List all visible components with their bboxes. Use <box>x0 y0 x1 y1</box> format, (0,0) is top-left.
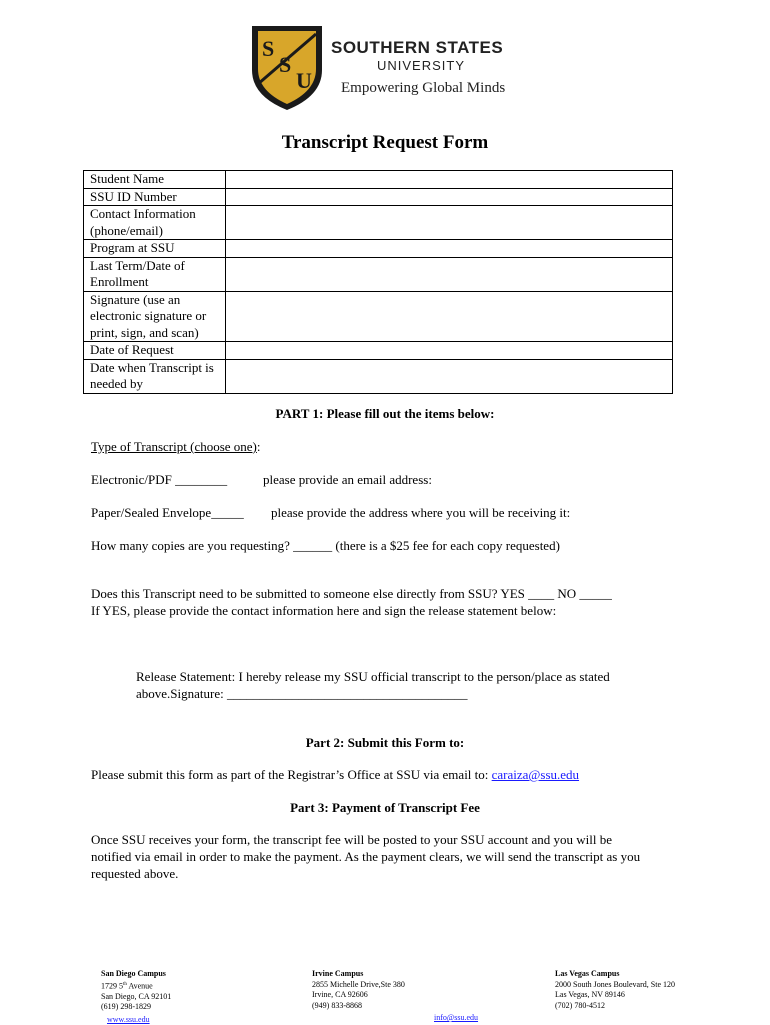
part2-heading: Part 2: Submit this Form to: <box>305 735 465 750</box>
direct-submission-question[interactable]: Does this Transcript need to be submitted to someone else directly from SSU? YES ____ NO _____ <box>91 586 612 601</box>
campus-address-line1: 2855 Michelle Drive,Ste 380 <box>312 979 405 989</box>
info-field-value[interactable] <box>226 359 673 393</box>
info-table-row <box>84 291 673 342</box>
campus-name: Las Vegas Campus <box>555 969 620 978</box>
info-field-label: SSU ID Number <box>84 188 226 206</box>
brand-name-line1: SOUTHERN STATES <box>331 38 504 57</box>
info-table-row <box>84 188 673 206</box>
paper-option[interactable]: Paper/Sealed Envelope_____ <box>91 505 244 520</box>
info-table-row <box>84 171 673 189</box>
student-info-table <box>83 170 673 394</box>
info-field-label: Date when Transcript is needed by <box>84 359 226 393</box>
part3-heading: Part 3: Payment of Transcript Fee <box>290 800 480 815</box>
footer-san-diego <box>101 969 281 1025</box>
info-field-value[interactable] <box>226 291 673 342</box>
info-email-link[interactable]: info@ssu.edu <box>434 1013 479 1022</box>
payment-text-line2: notified via email in order to make the payment. As the payment clears, we will send the transcript as you <box>91 849 641 864</box>
info-field-label: Student Name <box>84 171 226 189</box>
info-table-row <box>84 359 673 393</box>
brand-name-line2: UNIVERSITY <box>377 58 466 73</box>
info-field-value[interactable] <box>226 240 673 258</box>
campus-name: San Diego Campus <box>101 969 166 978</box>
info-field-value[interactable] <box>226 257 673 291</box>
paper-note: please provide the address where you will be receiving it: <box>271 505 571 520</box>
info-table-row <box>84 342 673 360</box>
info-table-row <box>84 240 673 258</box>
svg-text:U: U <box>296 68 312 93</box>
registrar-email-link[interactable]: caraiza@ssu.edu <box>491 767 580 782</box>
info-field-label: Signature (use an electronic signature or print, sign, and scan) <box>84 291 226 342</box>
submit-instruction: Please submit this form as part of the Registrar’s Office at SSU via email to: caraiza@ssu.edu <box>91 767 580 782</box>
svg-text:S: S <box>279 52 292 77</box>
campus-address-line1: 2000 South Jones Boulevard, Ste 120 <box>555 979 675 989</box>
campus-address-line1: 1729 5th Avenue <box>101 981 153 991</box>
transcript-type-label: Type of Transcript (choose one): <box>91 439 261 454</box>
svg-text:S: S <box>262 36 275 61</box>
release-statement-line1: Release Statement: I hereby release my SSU official transcript to the person/place as stated <box>136 669 610 684</box>
university-shield-logo <box>246 22 328 112</box>
info-field-label: Program at SSU <box>84 240 226 258</box>
campus-phone: (619) 298-1829 <box>101 1002 151 1012</box>
website-link[interactable]: www.ssu.edu <box>107 1014 150 1024</box>
info-table-row <box>84 257 673 291</box>
info-field-label: Last Term/Date of Enrollment <box>84 257 226 291</box>
campus-phone: (702) 780-4512 <box>555 1000 605 1010</box>
payment-text-line3: requested above. <box>91 866 179 881</box>
electronic-option[interactable]: Electronic/PDF ________ <box>91 472 228 487</box>
info-field-value[interactable] <box>226 206 673 240</box>
info-field-label: Date of Request <box>84 342 226 360</box>
campus-address-line2: Irvine, CA 92606 <box>312 990 368 999</box>
info-field-value[interactable] <box>226 342 673 360</box>
campus-name: Irvine Campus <box>312 969 364 978</box>
form-title: Transcript Request Form <box>281 132 489 153</box>
payment-text-line1: Once SSU receives your form, the transcript fee will be posted to your SSU account and you will be <box>91 832 612 847</box>
info-field-label: Contact Information (phone/email) <box>84 206 226 240</box>
copies-question[interactable]: How many copies are you requesting? ______ (there is a $25 fee for each copy requested) <box>91 538 560 553</box>
campus-address-line2: San Diego, CA 92101 <box>101 991 172 1001</box>
release-statement-line2[interactable]: above.Signature: _____________________________________ <box>136 686 468 701</box>
footer-irvine <box>312 969 512 1024</box>
campus-address-line2: Las Vegas, NV 89146 <box>555 990 625 999</box>
info-field-value[interactable] <box>226 171 673 189</box>
brand-tagline: Empowering Global Minds <box>341 80 506 96</box>
info-table-row <box>84 206 673 240</box>
electronic-note: please provide an email address: <box>263 472 432 487</box>
part1-heading: PART 1: Please fill out the items below: <box>275 406 495 421</box>
info-field-value[interactable] <box>226 188 673 206</box>
direct-submission-note: If YES, please provide the contact information here and sign the release statement below: <box>91 603 557 618</box>
campus-phone: (949) 833-8868 <box>312 1000 362 1010</box>
footer-las-vegas <box>555 969 755 1011</box>
